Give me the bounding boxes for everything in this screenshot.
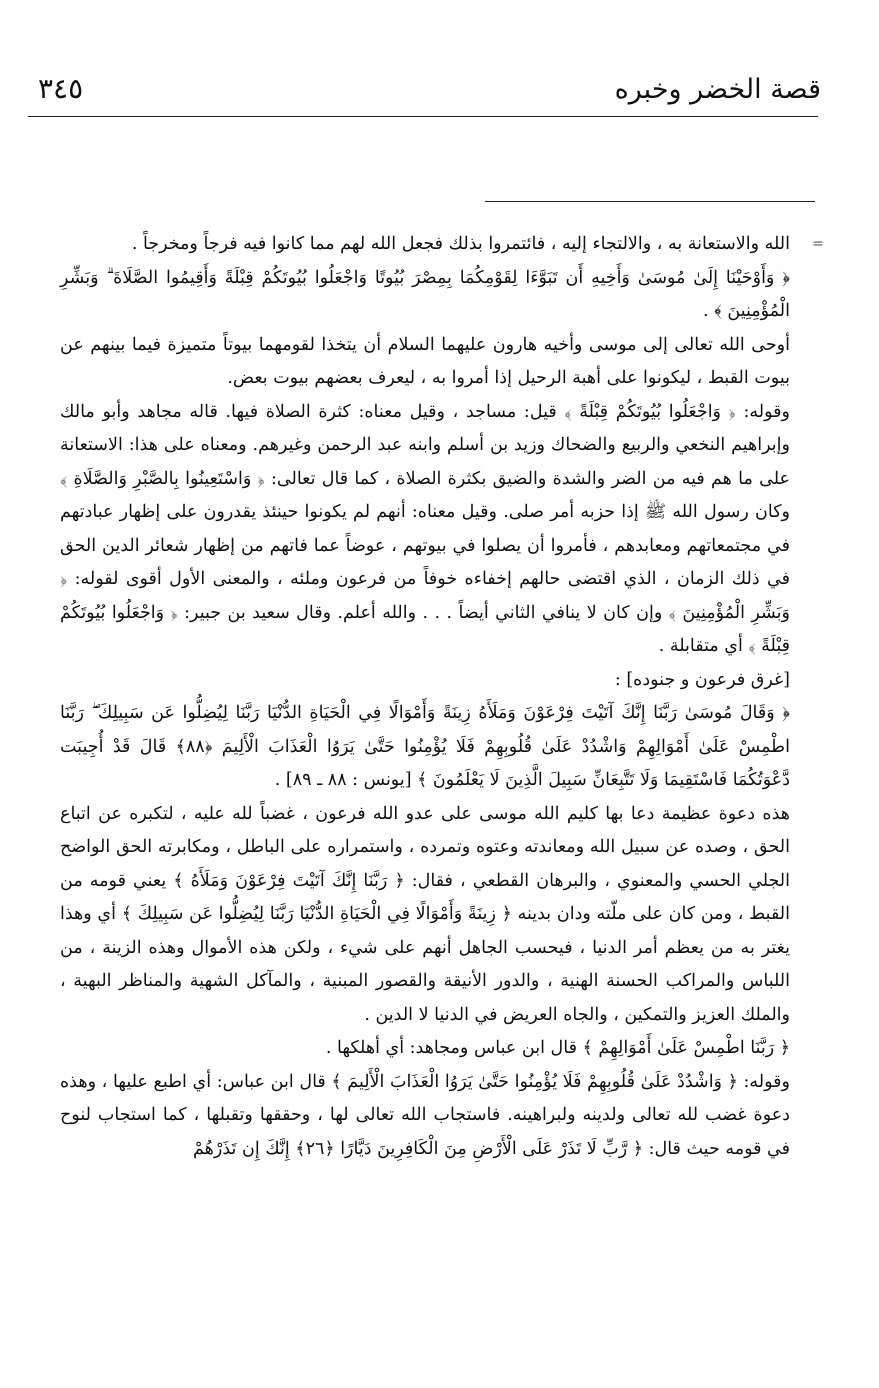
quran-verse-yunus-87: ﴿ وَأَوْحَيْنَا إِلَىٰ مُوسَىٰ وَأَخِيهِ أَن تَبَوَّءَا لِقَوْمِكُمَا بِمِصْرَ بُيُوتًا وَاجْعَلُوا بُيُوتَكُمْ قِبْلَةً وَأَقِيمُوا الصَّلَاةَ ۗ وَبَشِّرِ الْمُؤْمِنِينَ ﴾ . (60, 267, 790, 321)
margin-mark: = (812, 236, 824, 252)
paragraph-dua-commentary: هذه دعوة عظيمة دعا بها كليم الله موسى على عدو الله فرعون ، غضباً لله عليه ، لتكبره عن اتباع الحق ، وصده عن سبيل الله ومعاندته وعتوه وتمرده ، واستمراره على الباطل ، ومكابرته الحق الواضح الجلي الحسي والمعنوي ، والبرهان القطعي ، فقال: ﴿ رَبَّنَا إِنَّكَ آتَيْتَ فِرْعَوْنَ وَمَلَأَهُ ﴾ يعني قومه من القبط ، ومن كان على ملّته ودان بدينه ﴿ زِينَةً وَأَمْوَالًا فِي الْحَيَاةِ الدُّنْيَا رَبَّنَا لِيُضِلُّوا عَن سَبِيلِكَ ﴾ أي وهذا يغتر به من يعظم أمر الدنيا ، فيحسب الجاهل أنهم على شيء ، ولكن هذه الأموال وهذه الزينة ، من اللباس والمراكب الحسنة الهنية ، والدور الأنيقة والقصور المبنية ، والمآكل الشهية والمناظر البهية ، والملك العزيز والتمكين ، والجاه العريض في الدنيا لا الدين . (60, 803, 790, 1025)
page-number: ٣٤٥ (38, 72, 84, 105)
section-divider-rule (485, 201, 815, 202)
paragraph-commentary: أوحى الله تعالى إلى موسى وأخيه هارون عليهما السلام أن يتخذا لقومهما بيوتاً متميزة فيما بينهم عن بيوت القبط ، ليكونوا على أهبة الرحيل إذا أمروا به ، ليعرف بعضهم بيوت بعض. (60, 334, 790, 388)
paragraph-tafsir-ibn-abbas: ﴿ رَبَّنَا اطْمِسْ عَلَىٰ أَمْوَالِهِمْ ﴾ قال ابن عباس ومجاهد: أي أهلكها . (325, 1038, 790, 1058)
paragraph-continuation: الله والاستعانة به ، والالتجاء إليه ، فائتمروا بذلك فجعل الله لهم مما كانوا فيه فرجاً ومخرجاً . (131, 234, 790, 254)
paragraph-explanation: وقوله: ﴿ وَاجْعَلُوا بُيُوتَكُمْ قِبْلَةً ﴾ قيل: مساجد ، وقيل معناه: كثرة الصلاة فيها. قاله مجاهد وأبو مالك وإبراهيم النخعي والربيع والضحاك وزيد بن أسلم وابنه عبد الرحمن وغيرهم. ومعناه على هذا: الاستعانة على ما هم فيه من الضر والشدة والضيق بكثرة الصلاة ، كما قال تعالى: ﴿ وَاسْتَعِينُوا بِالصَّبْرِ وَالصَّلَاةِ ﴾ وكان رسول الله ﷺ إذا حزبه أمر صلى. وقيل معناه: أنهم لم يكونوا حينئذ يقدرون على إظهار عبادتهم في مجتمعاتهم ومعابدهم ، فأمروا أن يصلوا في بيوتهم ، عوضاً عما فاتهم من إظهار شعائر الدين الحق في ذلك الزمان ، الذي اقتضى حالهم إخفاءه خوفاً من فرعون وملئه ، والمعنى الأول أقوى لقوله: ﴿ وَبَشِّرِ الْمُؤْمِنِينَ ﴾ وإن كان لا ينافي الثاني أيضاً . . . والله أعلم. وقال سعيد بن جبير: ﴿ وَاجْعَلُوا بُيُوتَكُمْ قِبْلَةً ﴾ أي متقابلة . (60, 401, 790, 656)
main-text (60, 228, 790, 1166)
section-heading: [غرق فرعون و جنوده] : (614, 669, 790, 690)
quran-verse-yunus-88-89: ﴿ وَقَالَ مُوسَىٰ رَبَّنَا إِنَّكَ آتَيْتَ فِرْعَوْنَ وَمَلَأَهُ زِينَةً وَأَمْوَالًا فِي الْحَيَاةِ الدُّنْيَا رَبَّنَا لِيُضِلُّوا عَن سَبِيلِكَ ۖ رَبَّنَا اطْمِسْ عَلَىٰ أَمْوَالِهِمْ وَاشْدُدْ عَلَىٰ قُلُوبِهِمْ فَلَا يُؤْمِنُوا حَتَّىٰ يَرَوُا الْعَذَابَ الْأَلِيمَ ﴿٨٨﴾ قَالَ قَدْ أُجِيبَت دَّعْوَتُكُمَا فَاسْتَقِيمَا وَلَا تَتَّبِعَانِّ سَبِيلَ الَّذِينَ لَا يَعْلَمُونَ ﴾ [يونس : ٨٨ ـ ٨٩] . (60, 703, 790, 790)
paragraph-final: وقوله: ﴿ وَاشْدُدْ عَلَىٰ قُلُوبِهِمْ فَلَا يُؤْمِنُوا حَتَّىٰ يَرَوُا الْعَذَابَ الْأَلِيمَ ﴾ قال ابن عباس: أي اطبع عليها ، وهذه دعوة غضب لله تعالى ولدينه ولبراهينه. فاستجاب الله تعالى لها ، وحققها وتقبلها ، كما استجاب لنوح في قومه حيث قال: ﴿ رَّبِّ لَا تَذَرْ عَلَى الْأَرْضِ مِنَ الْكَافِرِينَ دَيَّارًا ﴿٢٦﴾ إِنَّكَ إِن تَذَرْهُمْ (60, 1071, 790, 1159)
header-rule (28, 116, 818, 117)
running-title: قصة الخضر وخبره (614, 74, 821, 105)
